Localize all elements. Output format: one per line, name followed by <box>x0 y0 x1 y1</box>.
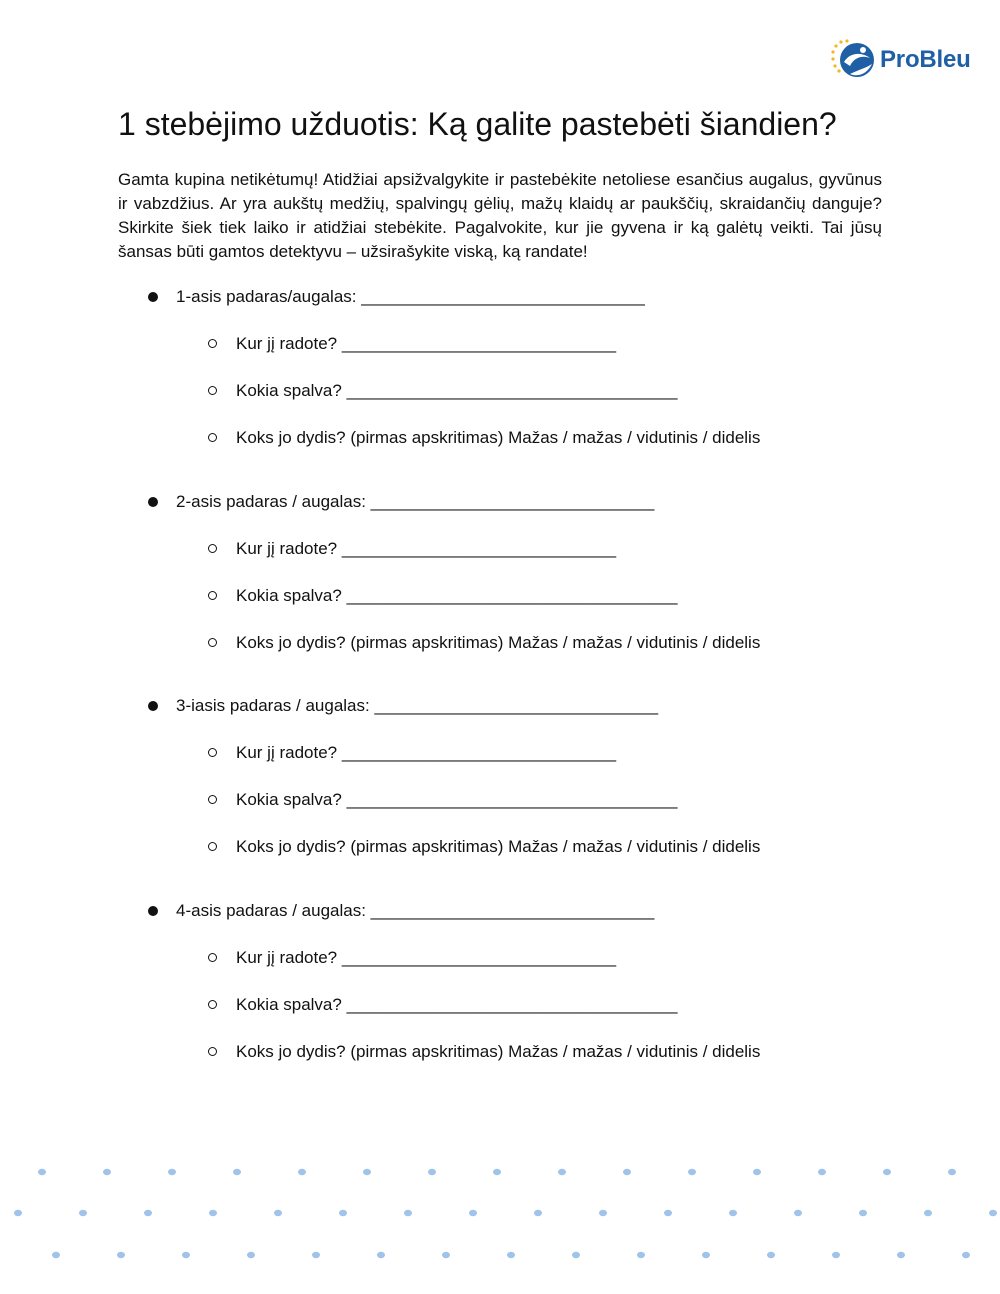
decor-dot <box>688 1169 696 1175</box>
decor-dot <box>767 1252 775 1258</box>
decor-dot <box>493 1169 501 1175</box>
item-label: 2-asis padaras / augalas: ______________________________ <box>176 492 655 511</box>
decor-dot <box>729 1210 737 1216</box>
item-label: 1-asis padaras/augalas: ______________________________ <box>176 287 645 306</box>
decor-dot <box>897 1252 905 1258</box>
intro-paragraph: Gamta kupina netikėtumų! Atidžiai apsižvalgykite ir pastebėkite netoliese esančius augalus, gyvūnus ir vabzdžius. Ar yra aukštų medžių, spalvingų gėlių, mažų klaidų ar paukščių, skraidančių danguje? Skirkite šiek tiek laiko ir atidžiai stebėkite. Pagalvokite, kur jie gyvena ir ką galėtų veikti. Tai jūsų šansas būti gamtos detektyvu – užsirašykite viską, ką randate! <box>118 170 882 261</box>
decor-dot <box>572 1252 580 1258</box>
observation-item-3 <box>148 694 868 859</box>
decor-dot <box>428 1169 436 1175</box>
color-question: Kokia spalva? ___________________________________ <box>236 586 678 605</box>
observation-item-2 <box>148 490 868 655</box>
decorative-dot-pattern <box>0 1150 1000 1280</box>
decor-dot <box>298 1169 306 1175</box>
circle-bullet-icon <box>208 339 217 348</box>
decor-dot <box>363 1169 371 1175</box>
circle-bullet-icon <box>208 1000 217 1009</box>
decor-dot <box>14 1210 22 1216</box>
observation-item-4 <box>148 899 868 1064</box>
color-question: Kokia spalva? ___________________________________ <box>236 790 678 809</box>
circle-bullet-icon <box>208 842 217 851</box>
decor-dot <box>832 1252 840 1258</box>
where-question: Kur jį radote? _____________________________ <box>236 539 617 558</box>
decor-dot <box>377 1252 385 1258</box>
decor-dot <box>312 1252 320 1258</box>
decor-dot <box>534 1210 542 1216</box>
decor-dot <box>818 1169 826 1175</box>
decor-dot <box>623 1169 631 1175</box>
decor-dot <box>664 1210 672 1216</box>
circle-bullet-icon <box>208 748 217 757</box>
decor-dot <box>144 1210 152 1216</box>
color-question: Kokia spalva? ___________________________________ <box>236 381 678 400</box>
decor-dot <box>962 1252 970 1258</box>
decor-dot <box>924 1210 932 1216</box>
circle-bullet-icon <box>208 591 217 600</box>
where-question: Kur jį radote? _____________________________ <box>236 743 617 762</box>
bullet-icon <box>148 701 158 711</box>
decor-dot <box>117 1252 125 1258</box>
probleu-emblem-icon <box>830 38 878 82</box>
size-question: Koks jo dydis? (pirmas apskritimas) Mažas / mažas / vidutinis / didelis <box>236 837 761 856</box>
circle-bullet-icon <box>208 953 217 962</box>
circle-bullet-icon <box>208 433 217 442</box>
size-question: Koks jo dydis? (pirmas apskritimas) Mažas / mažas / vidutinis / didelis <box>236 428 761 447</box>
decor-dot <box>507 1252 515 1258</box>
bullet-icon <box>148 292 158 302</box>
decor-dot <box>753 1169 761 1175</box>
decor-dot <box>702 1252 710 1258</box>
decor-dot <box>637 1252 645 1258</box>
decor-dot <box>883 1169 891 1175</box>
item-label: 4-asis padaras / augalas: ______________________________ <box>176 901 655 920</box>
item-label: 3-iasis padaras / augalas: ______________________________ <box>176 696 659 715</box>
brand-name: ProBleu <box>880 46 971 73</box>
decor-dot <box>989 1210 997 1216</box>
decor-dot <box>599 1210 607 1216</box>
size-question: Koks jo dydis? (pirmas apskritimas) Mažas / mažas / vidutinis / didelis <box>236 1042 761 1061</box>
circle-bullet-icon <box>208 795 217 804</box>
size-question: Koks jo dydis? (pirmas apskritimas) Mažas / mažas / vidutinis / didelis <box>236 633 761 652</box>
circle-bullet-icon <box>208 386 217 395</box>
bullet-icon <box>148 906 158 916</box>
decor-dot <box>558 1169 566 1175</box>
decor-dot <box>168 1169 176 1175</box>
bullet-icon <box>148 497 158 507</box>
decor-dot <box>469 1210 477 1216</box>
circle-bullet-icon <box>208 638 217 647</box>
decor-dot <box>948 1169 956 1175</box>
decor-dot <box>247 1252 255 1258</box>
decor-dot <box>794 1210 802 1216</box>
decor-dot <box>52 1252 60 1258</box>
decor-dot <box>404 1210 412 1216</box>
where-question: Kur jį radote? _____________________________ <box>236 948 617 967</box>
decor-dot <box>79 1210 87 1216</box>
probleu-logo <box>830 38 980 82</box>
color-question: Kokia spalva? ___________________________________ <box>236 995 678 1014</box>
decor-dot <box>209 1210 217 1216</box>
decor-dot <box>103 1169 111 1175</box>
decor-dot <box>339 1210 347 1216</box>
decor-dot <box>182 1252 190 1258</box>
decor-dot <box>442 1252 450 1258</box>
decor-dot <box>859 1210 867 1216</box>
page-title: 1 stebėjimo užduotis: Ką galite pastebėti šiandien? <box>118 106 837 142</box>
observation-item-1 <box>148 285 868 450</box>
decor-dot <box>274 1210 282 1216</box>
decor-dot <box>38 1169 46 1175</box>
where-question: Kur jį radote? _____________________________ <box>236 334 617 353</box>
decor-dot <box>233 1169 241 1175</box>
circle-bullet-icon <box>208 544 217 553</box>
circle-bullet-icon <box>208 1047 217 1056</box>
